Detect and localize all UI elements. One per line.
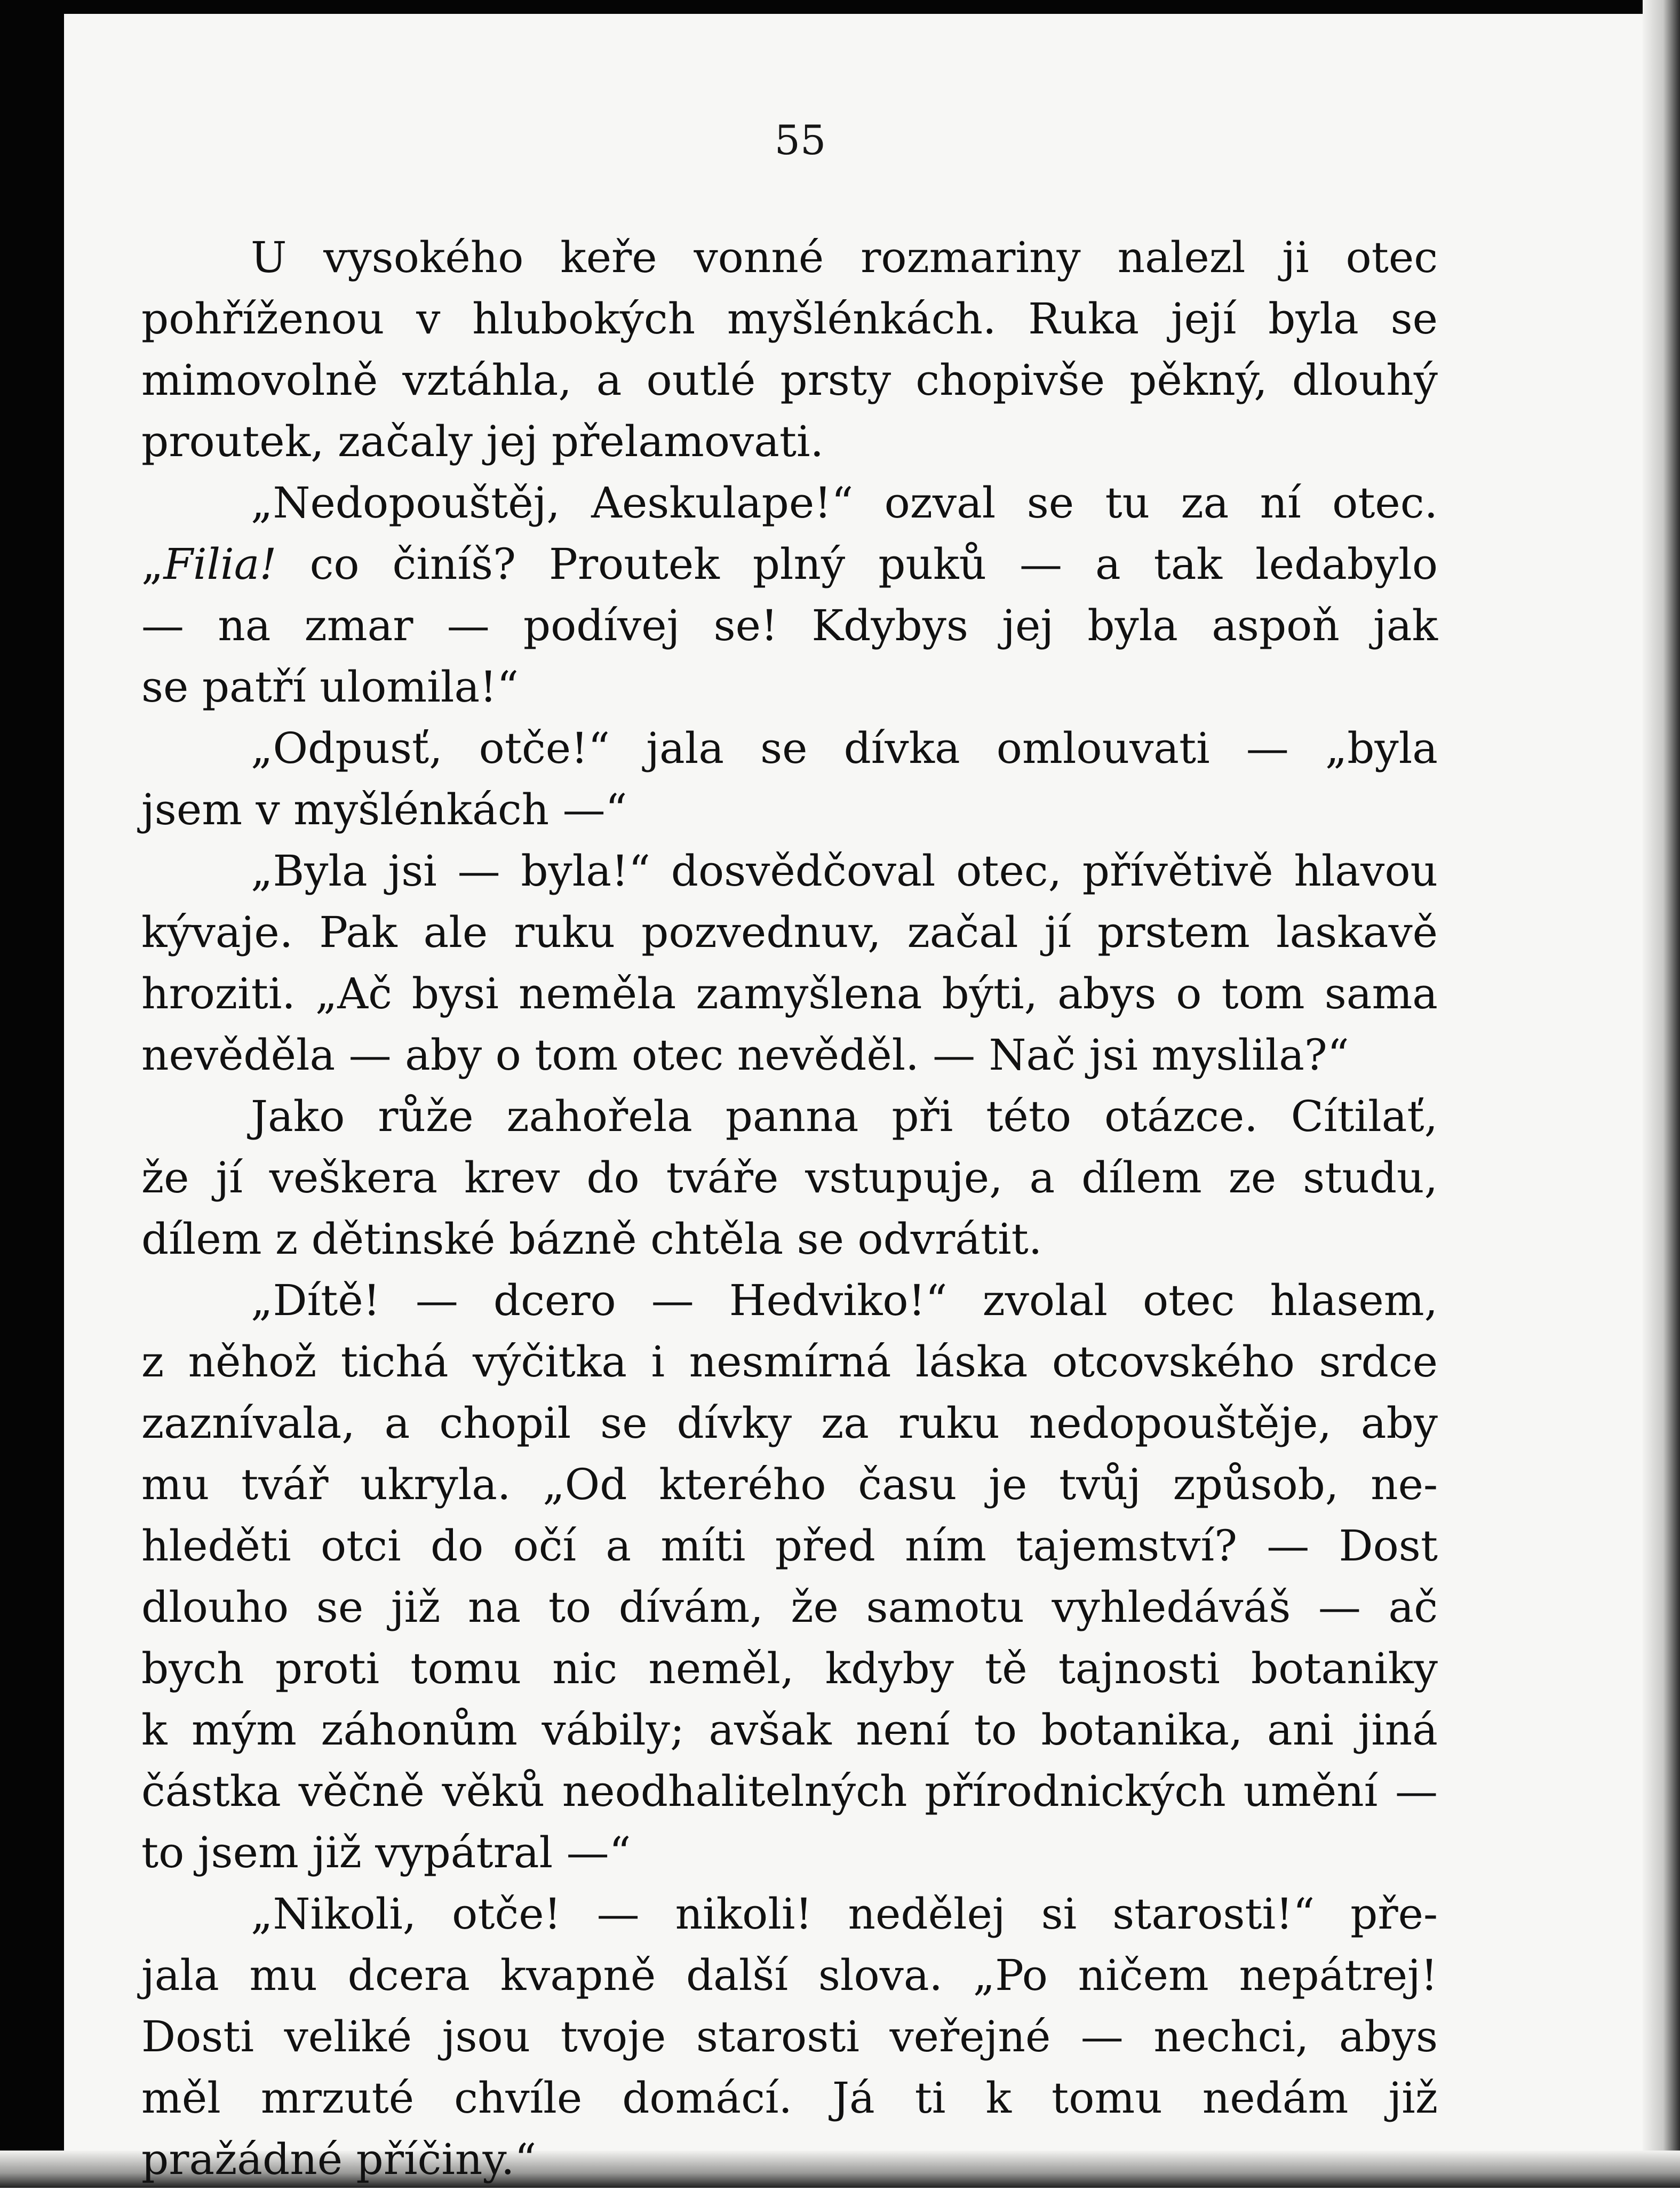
text-line: dlouho se již na to dívám, že samotu vyhledáváš — ač [141, 1582, 1438, 1632]
text-line: kývaje. Pak ale ruku pozvednuv, začal jí prstem laskavě [141, 907, 1438, 957]
text-line: Jako růže zahořela panna při této otázce. Cítilať, [251, 1092, 1438, 1141]
text-line: měl mrzuté chvíle domácí. Já ti k tomu nedám již [141, 2073, 1438, 2123]
text-line: Dosti veliké jsou tvoje starosti veřejné — nechci, abys [141, 2012, 1438, 2061]
text-line: to jsem již vypátral —“ [141, 1828, 631, 1877]
text-line: k mým záhonům vábily; avšak není to botanika, ani jiná [141, 1705, 1438, 1755]
text-line: „Nedopouštěj, Aeskulape!“ ozval se tu za ní otec. [251, 478, 1438, 528]
text-line: „Nikoli, otče! — nikoli! nedělej si starosti!“ pře- [251, 1889, 1438, 1939]
text-line: pohříženou v hlubokých myšlénkách. Ruka její byla se [141, 294, 1438, 344]
text-line: zaznívala, a chopil se dívky za ruku nedopouštěje, aby [141, 1398, 1438, 1448]
text-line: „Byla jsi — byla!“ dosvědčoval otec, přívětivě hlavou [251, 846, 1438, 896]
scan-edge-top [0, 0, 1680, 14]
scan-edge-right [1643, 0, 1680, 2188]
body-text [141, 227, 1438, 2190]
text-line: hroziti. „Ač bysi neměla zamyšlena býti, abys o tom sama [141, 969, 1438, 1018]
text-line: mu tvář ukryla. „Od kterého času je tvůj způsob, ne- [141, 1460, 1438, 1509]
text-line: částka věčně věků neodhalitelných přírodnických umění — [141, 1766, 1438, 1816]
text-line: z něhož tichá výčitka i nesmírná láska otcovského srdce [141, 1337, 1438, 1387]
text-line: U vysokého keře vonné rozmariny nalezl ji otec [251, 233, 1438, 282]
text-line: hleděti otci do očí a míti před ním tajemství? — Dost [141, 1521, 1438, 1571]
text-line: jala mu dcera kvapně další slova. „Po ničem nepátrej! [141, 1950, 1438, 2000]
page-number: 55 [774, 116, 826, 164]
text-line: dílem z dětinské bázně chtěla se odvrátit. [141, 1214, 1042, 1264]
text-line: jsem v myšlénkách —“ [141, 785, 627, 834]
text-line: mimovolně vztáhla, a outlé prsty chopivše pěkný, dlouhý [141, 355, 1438, 405]
text-line: se patří ulomila!“ [141, 662, 519, 712]
text-line: proutek, začaly jej přelamovati. [141, 417, 824, 466]
text-line: bych proti tomu nic neměl, kdyby tě tajnosti botaniky [141, 1644, 1438, 1693]
scan-edge-left [0, 0, 64, 2188]
text-line: že jí veškera krev do tváře vstupuje, a dílem ze studu, [141, 1153, 1438, 1202]
text-line: — na zmar — podívej se! Kdybys jej byla aspoň jak [141, 601, 1438, 650]
text-line: pražádné příčiny.“ [141, 2135, 537, 2184]
text-line: „Filia! co činíš? Proutek plný puků — a tak ledabylo [141, 539, 1438, 589]
text-line: „Dítě! — dcero — Hedviko!“ zvolal otec hlasem, [251, 1276, 1438, 1325]
italic-word: Filia! [163, 539, 277, 589]
text-line: nevěděla — aby o tom otec nevěděl. — Nač jsi myslila?“ [141, 1030, 1349, 1080]
text-line: „Odpusť, otče!“ jala se dívka omlouvati — „byla [251, 723, 1438, 773]
